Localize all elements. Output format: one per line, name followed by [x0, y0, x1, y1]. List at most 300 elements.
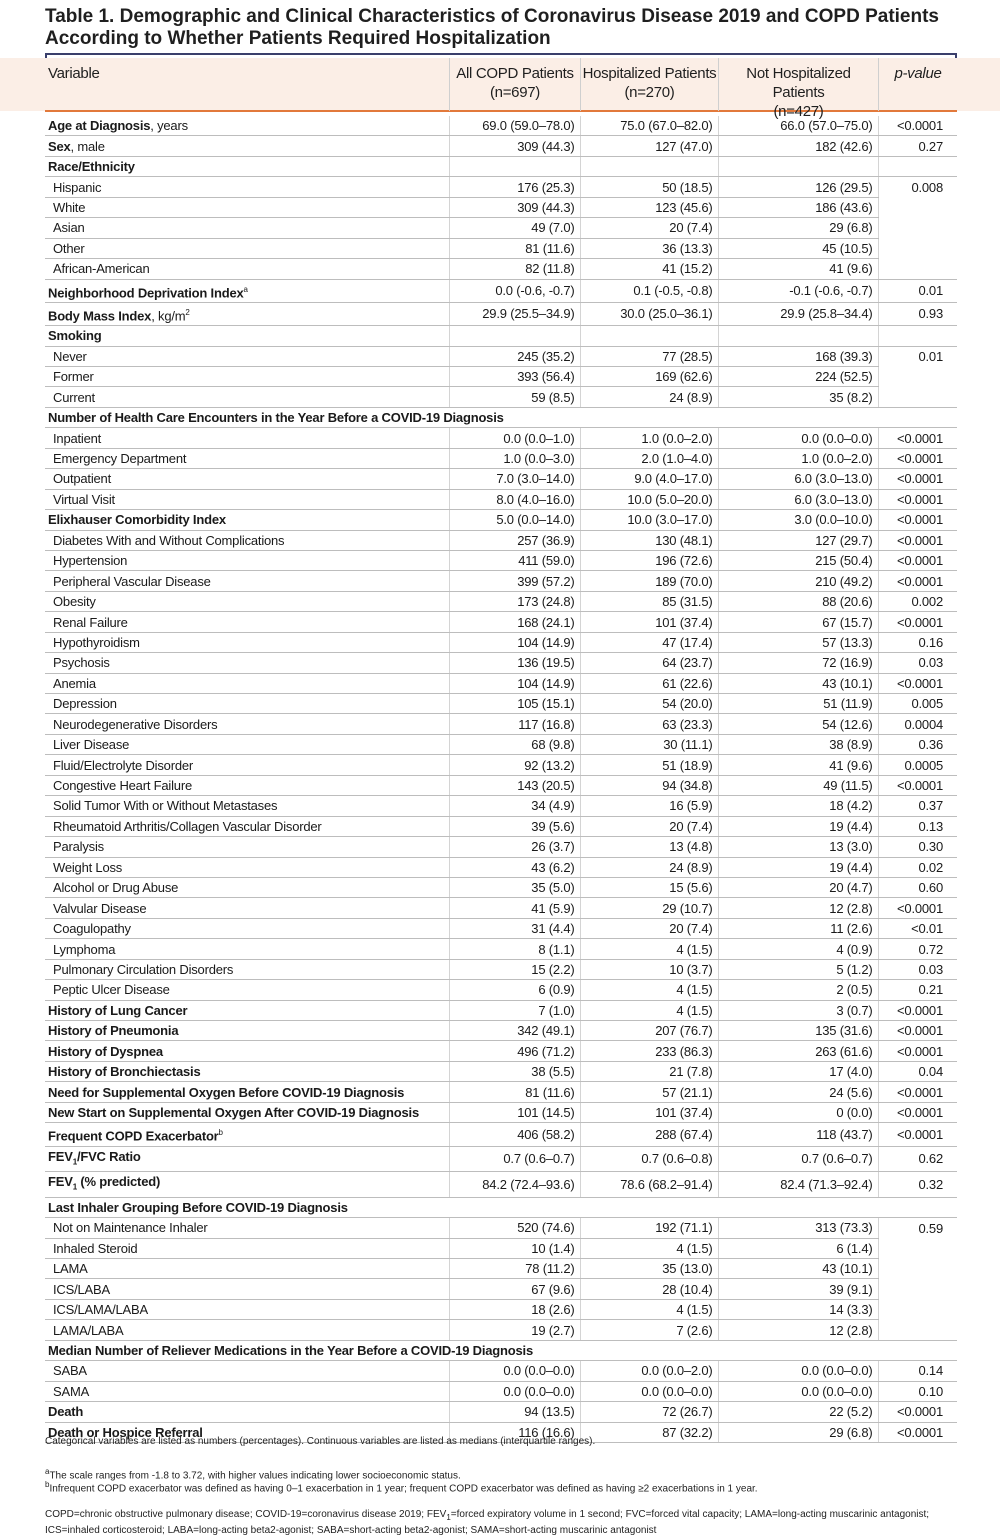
- row-label-text: Death: [48, 1404, 84, 1420]
- cell-p-value: 0.03: [878, 959, 957, 979]
- cell-p-value: <0.0001: [878, 550, 957, 570]
- row-label: [45, 632, 449, 652]
- cell-p-value: <0.0001: [878, 116, 957, 136]
- row-label: [45, 1340, 957, 1360]
- row-label: [45, 1238, 449, 1258]
- cell-hospitalized: 16 (5.9): [580, 796, 718, 816]
- table-row: [45, 694, 957, 714]
- row-label: [45, 302, 449, 325]
- footnote-a-marker: a: [45, 1467, 50, 1476]
- cell-p-value: 0.93: [878, 302, 957, 325]
- row-label-text: Frequent COPD Exacerbator: [48, 1128, 219, 1144]
- data-table: [45, 116, 957, 1443]
- row-label-text: Age at Diagnosis: [48, 118, 151, 134]
- cell-all-patients: 19 (2.7): [449, 1320, 580, 1340]
- cell-hospitalized: 10 (3.7): [580, 959, 718, 979]
- row-label: [45, 694, 449, 714]
- table-row: [45, 346, 957, 366]
- row-label-text: Race/Ethnicity: [48, 159, 135, 175]
- cell-not-hospitalized: 224 (52.5): [718, 367, 878, 387]
- row-label: [45, 1299, 449, 1319]
- table-row: [45, 197, 957, 217]
- cell-not-hospitalized: 12 (2.8): [718, 1320, 878, 1340]
- cell-p-value: 0.21: [878, 980, 957, 1000]
- cell-not-hospitalized: 186 (43.6): [718, 197, 878, 217]
- row-label-text: Outpatient: [53, 471, 111, 487]
- cell-hospitalized: 29 (10.7): [580, 898, 718, 918]
- cell-all-patients: 15 (2.2): [449, 959, 580, 979]
- cell-not-hospitalized: 1.0 (0.0–2.0): [718, 448, 878, 468]
- cell-not-hospitalized: 0.0 (0.0–0.0): [718, 1361, 878, 1381]
- cell-hospitalized: 101 (37.4): [580, 612, 718, 632]
- cell-hospitalized: 21 (7.8): [580, 1061, 718, 1081]
- cell-p-value: 0.36: [878, 734, 957, 754]
- cell-p-value: 0.10: [878, 1381, 957, 1401]
- table-row: [45, 1320, 957, 1340]
- column-header-variable: Variable: [48, 65, 100, 82]
- cell-p-value: [878, 1299, 957, 1319]
- row-label: [45, 238, 449, 258]
- footnote-abbreviations: [45, 1508, 965, 1537]
- row-label-text: Never: [53, 348, 87, 364]
- cell-p-value: <0.0001: [878, 1422, 957, 1442]
- cell-p-value: [878, 1238, 957, 1258]
- row-label-text: Median Number of Reliever Medications in the Year Before a COVID-19 Diagnosis: [48, 1343, 533, 1359]
- row-label-text: Virtual Visit: [53, 491, 115, 507]
- row-label: [45, 857, 449, 877]
- cell-all-patients: 29.9 (25.5–34.9): [449, 302, 580, 325]
- cell-not-hospitalized: 118 (43.7): [718, 1123, 878, 1146]
- cell-hospitalized: 50 (18.5): [580, 177, 718, 197]
- table-row: [45, 591, 957, 611]
- row-label-text-2: (% predicted): [76, 1174, 161, 1190]
- table-row: [45, 1340, 957, 1360]
- cell-p-value: 0.03: [878, 653, 957, 673]
- table-row: [45, 116, 957, 136]
- cell-all-patients: 520 (74.6): [449, 1218, 580, 1238]
- cell-all-patients: 7 (1.0): [449, 1000, 580, 1020]
- cell-all-patients: 59 (8.5): [449, 387, 580, 407]
- cell-not-hospitalized: 0.0 (0.0–0.0): [718, 428, 878, 448]
- row-label: [45, 156, 449, 176]
- cell-p-value: <0.0001: [878, 469, 957, 489]
- cell-hospitalized: 127 (47.0): [580, 136, 718, 156]
- cell-hospitalized: 10.0 (3.0–17.0): [580, 510, 718, 530]
- row-label-text: SAMA: [53, 1383, 90, 1399]
- cell-all-patients: 35 (5.0): [449, 877, 580, 897]
- table-row: [45, 775, 957, 795]
- table-row: [45, 898, 957, 918]
- table-row: [45, 489, 957, 509]
- table-row: [45, 469, 957, 489]
- cell-p-value: <0.0001: [878, 510, 957, 530]
- table-row: [45, 1381, 957, 1401]
- cell-all-patients: 116 (16.6): [449, 1422, 580, 1442]
- row-label-text: Body Mass Index: [48, 308, 152, 324]
- row-label: [45, 530, 449, 550]
- row-label: [45, 877, 449, 897]
- cell-not-hospitalized: 12 (2.8): [718, 898, 878, 918]
- table-row: [45, 734, 957, 754]
- cell-not-hospitalized: 29 (6.8): [718, 218, 878, 238]
- cell-all-patients: 78 (11.2): [449, 1259, 580, 1279]
- table-title: Table 1. Demographic and Clinical Characteristics of Coronavirus Disease 2019 and COPD Patients According to Whether Patients Required Hospitalization: [45, 6, 940, 49]
- table-row: [45, 877, 957, 897]
- cell-hospitalized: 30.0 (25.0–36.1): [580, 302, 718, 325]
- cell-hospitalized: 77 (28.5): [580, 346, 718, 366]
- cell-not-hospitalized: 39 (9.1): [718, 1279, 878, 1299]
- cell-p-value: <0.0001: [878, 1082, 957, 1102]
- row-label-footnote-marker: b: [218, 1128, 223, 1138]
- cell-all-patients: [449, 326, 580, 346]
- row-label: [45, 1021, 449, 1041]
- column-header-all-n: (n=697): [489, 84, 541, 101]
- cell-p-value: 0.27: [878, 136, 957, 156]
- cell-hospitalized: 20 (7.4): [580, 816, 718, 836]
- row-label-text: Fluid/Electrolyte Disorder: [53, 757, 194, 773]
- row-label-text: LAMA: [53, 1261, 88, 1277]
- cell-all-patients: 38 (5.5): [449, 1061, 580, 1081]
- table-row: [45, 1361, 957, 1381]
- cell-hospitalized: 72 (26.7): [580, 1402, 718, 1422]
- cell-not-hospitalized: 263 (61.6): [718, 1041, 878, 1061]
- cell-hospitalized: [580, 326, 718, 346]
- cell-p-value: 0.008: [878, 177, 957, 197]
- row-label-text: Death or Hospice Referral: [48, 1424, 203, 1440]
- cell-hospitalized: 10.0 (5.0–20.0): [580, 489, 718, 509]
- cell-all-patients: 0.0 (0.0–1.0): [449, 428, 580, 448]
- row-label-text: Other: [53, 240, 85, 256]
- column-header-all-name: All COPD Patients: [456, 65, 574, 82]
- cell-hospitalized: 51 (18.9): [580, 755, 718, 775]
- cell-all-patients: 8.0 (4.0–16.0): [449, 489, 580, 509]
- cell-p-value: 0.01: [878, 279, 957, 302]
- cell-all-patients: 67 (9.6): [449, 1279, 580, 1299]
- row-label: [45, 612, 449, 632]
- cell-not-hospitalized: 54 (12.6): [718, 714, 878, 734]
- row-label-text: White: [53, 199, 86, 215]
- abbrev-sub: 1: [446, 1513, 451, 1522]
- cell-not-hospitalized: 24 (5.6): [718, 1082, 878, 1102]
- column-header-not-hospitalized: [719, 64, 878, 121]
- cell-hospitalized: 15 (5.6): [580, 877, 718, 897]
- cell-p-value: 0.14: [878, 1361, 957, 1381]
- table-row: [45, 387, 957, 407]
- cell-not-hospitalized: 20 (4.7): [718, 877, 878, 897]
- table-row: [45, 302, 957, 325]
- cell-hospitalized: 2.0 (1.0–4.0): [580, 448, 718, 468]
- table-row: [45, 367, 957, 387]
- cell-not-hospitalized: 5 (1.2): [718, 959, 878, 979]
- cell-not-hospitalized: 72 (16.9): [718, 653, 878, 673]
- row-label: [45, 550, 449, 570]
- row-label-text: Current: [53, 389, 95, 405]
- cell-all-patients: 7.0 (3.0–14.0): [449, 469, 580, 489]
- row-label-text: Hypothyroidism: [53, 634, 140, 650]
- cell-all-patients: 101 (14.5): [449, 1102, 580, 1122]
- row-label-text: Valvular Disease: [53, 900, 147, 916]
- cell-all-patients: 309 (44.3): [449, 136, 580, 156]
- cell-all-patients: 245 (35.2): [449, 346, 580, 366]
- table-row: [45, 939, 957, 959]
- cell-hospitalized: 196 (72.6): [580, 550, 718, 570]
- cell-not-hospitalized: 135 (31.6): [718, 1021, 878, 1041]
- row-label: [45, 116, 449, 136]
- cell-hospitalized: 20 (7.4): [580, 218, 718, 238]
- row-label-text: Weight Loss: [53, 859, 123, 875]
- cell-not-hospitalized: 19 (4.4): [718, 857, 878, 877]
- cell-hospitalized: 30 (11.1): [580, 734, 718, 754]
- row-label-text-2: /FVC Ratio: [76, 1148, 141, 1164]
- cell-p-value: [878, 387, 957, 407]
- row-label-text: Pulmonary Circulation Disorders: [53, 961, 234, 977]
- cell-hospitalized: 78.6 (68.2–91.4): [580, 1172, 718, 1198]
- cell-p-value: 0.72: [878, 939, 957, 959]
- row-label-text: Peptic Ulcer Disease: [53, 982, 170, 998]
- row-label: [45, 1320, 449, 1340]
- cell-all-patients: 1.0 (0.0–3.0): [449, 448, 580, 468]
- row-label-text: Number of Health Care Encounters in the Year Before a COVID-19 Diagnosis: [48, 410, 504, 426]
- cell-hospitalized: 4 (1.5): [580, 1000, 718, 1020]
- cell-all-patients: 81 (11.6): [449, 238, 580, 258]
- row-label-text: Paralysis: [53, 839, 104, 855]
- row-label: [45, 734, 449, 754]
- cell-all-patients: 6 (0.9): [449, 980, 580, 1000]
- cell-all-patients: 136 (19.5): [449, 653, 580, 673]
- cell-all-patients: 104 (14.9): [449, 673, 580, 693]
- row-label: [45, 673, 449, 693]
- cell-p-value: <0.0001: [878, 428, 957, 448]
- cell-not-hospitalized: 43 (10.1): [718, 1259, 878, 1279]
- cell-all-patients: 49 (7.0): [449, 218, 580, 238]
- cell-hospitalized: 123 (45.6): [580, 197, 718, 217]
- row-label-text: Diabetes With and Without Complications: [53, 532, 285, 548]
- row-label: [45, 1197, 957, 1217]
- cell-all-patients: 173 (24.8): [449, 591, 580, 611]
- table-row: [45, 1123, 957, 1146]
- column-header-hosp-name: Hospitalized Patients: [582, 65, 717, 82]
- column-header-p-value: p-value: [894, 65, 942, 82]
- cell-not-hospitalized: 6.0 (3.0–13.0): [718, 469, 878, 489]
- table-row: [45, 510, 957, 530]
- row-label: [45, 197, 449, 217]
- cell-all-patients: 41 (5.9): [449, 898, 580, 918]
- row-label: [45, 346, 449, 366]
- table-row: [45, 918, 957, 938]
- row-label: [45, 510, 449, 530]
- cell-hospitalized: 4 (1.5): [580, 1238, 718, 1258]
- cell-p-value: [878, 218, 957, 238]
- table-row: [45, 816, 957, 836]
- row-label-text: Depression: [53, 696, 117, 712]
- cell-all-patients: 31 (4.4): [449, 918, 580, 938]
- cell-all-patients: 117 (16.8): [449, 714, 580, 734]
- table-row: [45, 755, 957, 775]
- cell-hospitalized: 13 (4.8): [580, 837, 718, 857]
- cell-all-patients: 143 (20.5): [449, 775, 580, 795]
- footnote-b: [45, 1478, 965, 1495]
- cell-all-patients: 342 (49.1): [449, 1021, 580, 1041]
- row-label: [45, 407, 957, 427]
- row-label-text: Neighborhood Deprivation Index: [48, 284, 244, 300]
- cell-p-value: 0.02: [878, 857, 957, 877]
- cell-all-patients: 26 (3.7): [449, 837, 580, 857]
- row-label: [45, 571, 449, 591]
- row-label: [45, 279, 449, 302]
- cell-all-patients: 10 (1.4): [449, 1238, 580, 1258]
- row-label-text: Coagulopathy: [53, 921, 131, 937]
- cell-not-hospitalized: 43 (10.1): [718, 673, 878, 693]
- row-label: [45, 959, 449, 979]
- row-label-text: Solid Tumor With or Without Metastases: [53, 798, 278, 814]
- table-row: [45, 550, 957, 570]
- cell-p-value: <0.0001: [878, 775, 957, 795]
- cell-not-hospitalized: 182 (42.6): [718, 136, 878, 156]
- row-label-text: Psychosis: [53, 655, 110, 671]
- cell-not-hospitalized: 82.4 (71.3–92.4): [718, 1172, 878, 1198]
- row-label: [45, 816, 449, 836]
- table-row: [45, 326, 957, 346]
- row-label-text: Inpatient: [53, 430, 102, 446]
- footnote-b-marker: b: [45, 1480, 50, 1489]
- row-label-text: Rheumatoid Arthritis/Collagen Vascular Disorder: [53, 818, 322, 834]
- cell-all-patients: [449, 156, 580, 176]
- cell-not-hospitalized: -0.1 (-0.6, -0.7): [718, 279, 878, 302]
- row-label-unit: , kg/m: [151, 308, 186, 324]
- cell-p-value: <0.0001: [878, 1021, 957, 1041]
- cell-all-patients: 69.0 (59.0–78.0): [449, 116, 580, 136]
- cell-hospitalized: 47 (17.4): [580, 632, 718, 652]
- cell-not-hospitalized: 215 (50.4): [718, 550, 878, 570]
- cell-hospitalized: 54 (20.0): [580, 694, 718, 714]
- cell-not-hospitalized: 3.0 (0.0–10.0): [718, 510, 878, 530]
- row-label-text: FEV: [48, 1148, 73, 1164]
- table-row: [45, 980, 957, 1000]
- row-label-text: Neurodegenerative Disorders: [53, 716, 218, 732]
- row-label-text: Liver Disease: [53, 737, 130, 753]
- table-row: [45, 1218, 957, 1238]
- cell-not-hospitalized: 127 (29.7): [718, 530, 878, 550]
- cell-all-patients: 82 (11.8): [449, 259, 580, 279]
- cell-not-hospitalized: 35 (8.2): [718, 387, 878, 407]
- table-row: [45, 1061, 957, 1081]
- row-label-text: Renal Failure: [53, 614, 128, 630]
- table-row: [45, 612, 957, 632]
- table-row: [45, 1146, 957, 1172]
- row-label-text: Need for Supplemental Oxygen Before COVID-19 Diagnosis: [48, 1084, 405, 1100]
- cell-not-hospitalized: [718, 326, 878, 346]
- row-label: [45, 177, 449, 197]
- cell-p-value: <0.0001: [878, 612, 957, 632]
- cell-all-patients: 105 (15.1): [449, 694, 580, 714]
- row-label: [45, 1218, 449, 1238]
- row-label: [45, 837, 449, 857]
- table-row: [45, 1082, 957, 1102]
- cell-hospitalized: 57 (21.1): [580, 1082, 718, 1102]
- row-label: [45, 714, 449, 734]
- cell-p-value: 0.59: [878, 1218, 957, 1238]
- row-label-text: Not on Maintenance Inhaler: [53, 1220, 208, 1236]
- cell-p-value: <0.0001: [878, 898, 957, 918]
- row-label-text: African-American: [53, 261, 150, 277]
- row-label-text: History of Bronchiectasis: [48, 1064, 201, 1080]
- table-row: [45, 448, 957, 468]
- row-label-unit: , years: [150, 118, 188, 134]
- cell-all-patients: 0.0 (-0.6, -0.7): [449, 279, 580, 302]
- cell-hospitalized: 85 (31.5): [580, 591, 718, 611]
- cell-all-patients: 34 (4.9): [449, 796, 580, 816]
- cell-not-hospitalized: 0.0 (0.0–0.0): [718, 1381, 878, 1401]
- cell-hospitalized: 192 (71.1): [580, 1218, 718, 1238]
- cell-all-patients: 84.2 (72.4–93.6): [449, 1172, 580, 1198]
- table-row: [45, 1102, 957, 1122]
- cell-not-hospitalized: 17 (4.0): [718, 1061, 878, 1081]
- cell-p-value: 0.37: [878, 796, 957, 816]
- cell-p-value: <0.0001: [878, 571, 957, 591]
- table-row: [45, 279, 957, 302]
- cell-all-patients: 399 (57.2): [449, 571, 580, 591]
- cell-hospitalized: 20 (7.4): [580, 918, 718, 938]
- cell-not-hospitalized: 14 (3.3): [718, 1299, 878, 1319]
- cell-all-patients: 43 (6.2): [449, 857, 580, 877]
- cell-p-value: [878, 156, 957, 176]
- cell-hospitalized: 0.1 (-0.5, -0.8): [580, 279, 718, 302]
- row-label: [45, 918, 449, 938]
- cell-hospitalized: 87 (32.2): [580, 1422, 718, 1442]
- cell-not-hospitalized: 51 (11.9): [718, 694, 878, 714]
- cell-p-value: 0.0005: [878, 755, 957, 775]
- cell-p-value: <0.0001: [878, 530, 957, 550]
- row-label: [45, 326, 449, 346]
- row-label: [45, 387, 449, 407]
- cell-hospitalized: 9.0 (4.0–17.0): [580, 469, 718, 489]
- cell-p-value: [878, 326, 957, 346]
- cell-not-hospitalized: 313 (73.3): [718, 1218, 878, 1238]
- cell-hospitalized: 4 (1.5): [580, 980, 718, 1000]
- row-label-subscript: 1: [72, 1157, 77, 1167]
- row-label-text: Emergency Department: [53, 451, 187, 466]
- row-label: [45, 1041, 449, 1061]
- row-label: [45, 1082, 449, 1102]
- row-label: [45, 755, 449, 775]
- row-label: [45, 1402, 449, 1422]
- table-row: [45, 673, 957, 693]
- row-label: [45, 136, 449, 156]
- table-row: [45, 136, 957, 156]
- row-label: [45, 489, 449, 509]
- table-row: [45, 428, 957, 448]
- row-label-text: Peripheral Vascular Disease: [53, 573, 211, 589]
- footnote-a-text: The scale ranges from -1.8 to 3.72, with higher values indicating lower socioeconomic status.: [49, 1470, 461, 1482]
- row-label-text: Former: [53, 369, 94, 385]
- table-row: [45, 1299, 957, 1319]
- cell-all-patients: 81 (11.6): [449, 1082, 580, 1102]
- cell-hospitalized: 75.0 (67.0–82.0): [580, 116, 718, 136]
- cell-not-hospitalized: 88 (20.6): [718, 591, 878, 611]
- table-row: [45, 1238, 957, 1258]
- row-label: [45, 796, 449, 816]
- cell-not-hospitalized: 41 (9.6): [718, 755, 878, 775]
- footnote-general: Categorical variables are listed as numbers (percentages). Continuous variables are listed as medians (interquartile ranges).: [45, 1436, 596, 1447]
- row-label-text: Anemia: [53, 675, 96, 691]
- cell-all-patients: 496 (71.2): [449, 1041, 580, 1061]
- row-label-text: Congestive Heart Failure: [53, 778, 192, 793]
- table-row: [45, 714, 957, 734]
- cell-not-hospitalized: [718, 156, 878, 176]
- table-row: [45, 1041, 957, 1061]
- cell-not-hospitalized: 45 (10.5): [718, 238, 878, 258]
- cell-p-value: [878, 238, 957, 258]
